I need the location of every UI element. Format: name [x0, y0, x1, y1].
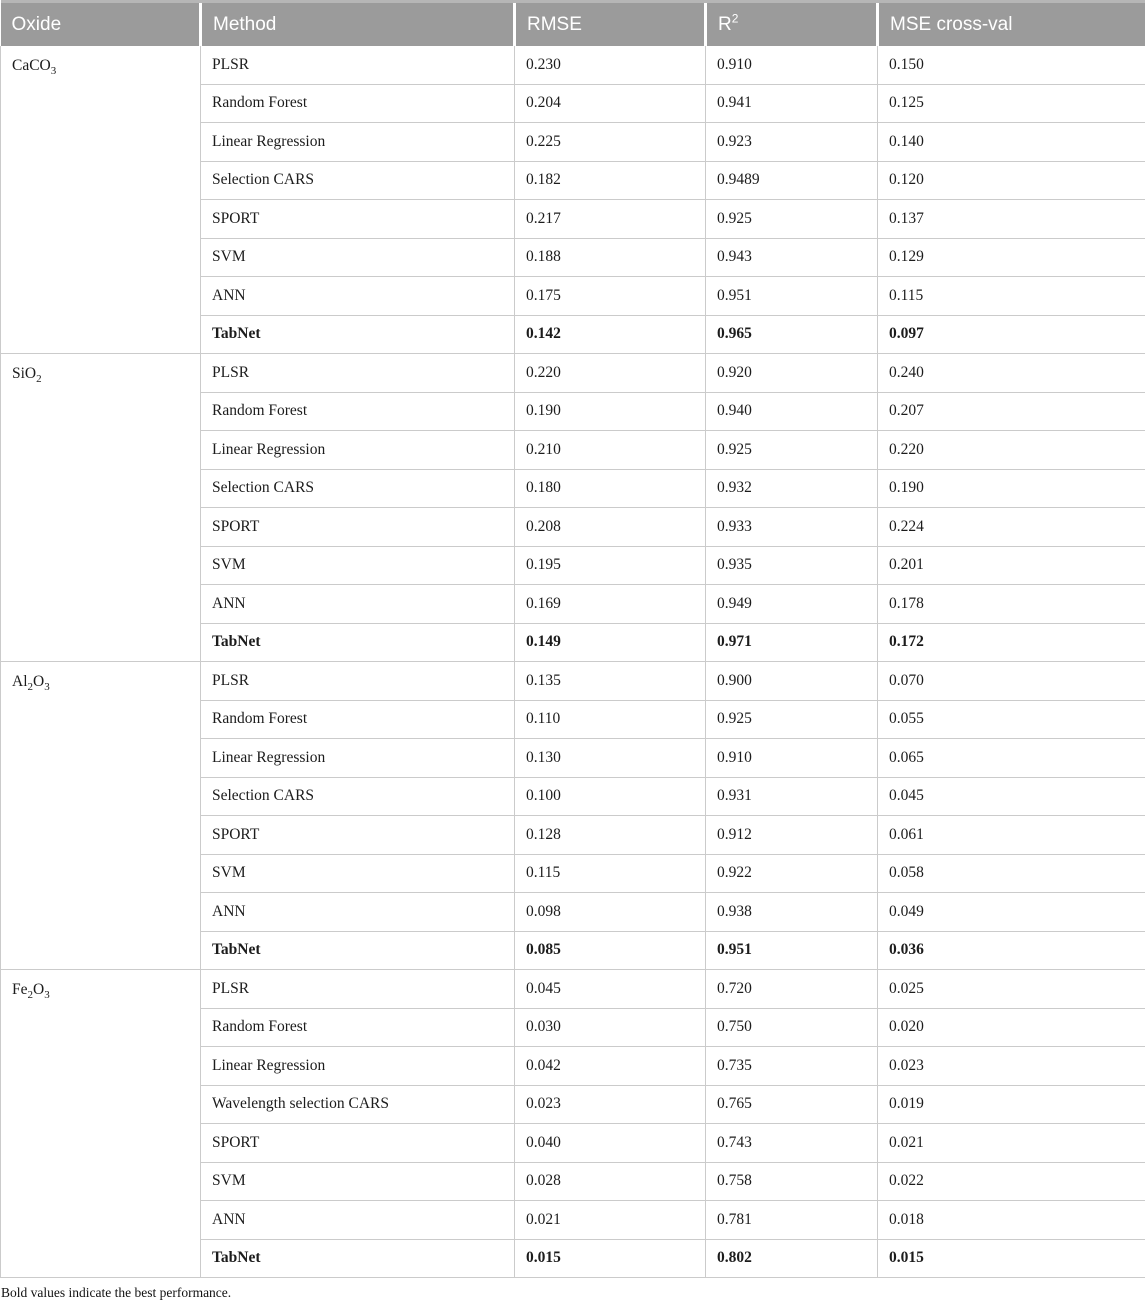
table-row	[1, 46, 1145, 84]
mse-cell: 0.150	[878, 46, 1145, 84]
method-cell: TabNet	[201, 623, 515, 662]
mse-cell: 0.065	[878, 739, 1145, 778]
r2-cell: 0.920	[706, 354, 878, 393]
mse-cell: 0.172	[878, 623, 1145, 662]
mse-cell: 0.018	[878, 1201, 1145, 1240]
rmse-cell: 0.040	[515, 1124, 706, 1163]
method-cell: TabNet	[201, 1239, 515, 1278]
mse-cell: 0.178	[878, 585, 1145, 624]
r2-cell: 0.925	[706, 700, 878, 739]
r2-cell: 0.925	[706, 431, 878, 470]
table-header	[1, 2, 1145, 47]
method-cell: SPORT	[201, 508, 515, 547]
rmse-cell: 0.021	[515, 1201, 706, 1240]
mse-cell: 0.055	[878, 700, 1145, 739]
r2-cell: 0.949	[706, 585, 878, 624]
mse-cell: 0.115	[878, 277, 1145, 316]
method-cell: Random Forest	[201, 84, 515, 123]
rmse-cell: 0.028	[515, 1162, 706, 1201]
r2-cell: 0.910	[706, 46, 878, 84]
rmse-cell: 0.188	[515, 238, 706, 277]
mse-cell: 0.129	[878, 238, 1145, 277]
rmse-cell: 0.230	[515, 46, 706, 84]
method-cell: Random Forest	[201, 700, 515, 739]
method-cell: SVM	[201, 546, 515, 585]
r2-cell: 0.943	[706, 238, 878, 277]
rmse-cell: 0.190	[515, 392, 706, 431]
mse-cell: 0.015	[878, 1239, 1145, 1278]
rmse-cell: 0.042	[515, 1047, 706, 1086]
footnote: Bold values indicate the best performance.	[1, 1285, 232, 1300]
method-cell: Random Forest	[201, 1008, 515, 1047]
table-row	[1, 354, 1145, 393]
mse-cell: 0.240	[878, 354, 1145, 393]
mse-cell: 0.058	[878, 854, 1145, 893]
mse-cell: 0.020	[878, 1008, 1145, 1047]
method-cell: Linear Regression	[201, 1047, 515, 1086]
mse-cell: 0.220	[878, 431, 1145, 470]
mse-cell: 0.025	[878, 970, 1145, 1009]
method-cell: ANN	[201, 585, 515, 624]
method-cell: ANN	[201, 277, 515, 316]
rmse-cell: 0.100	[515, 777, 706, 816]
rmse-cell: 0.085	[515, 931, 706, 970]
column-header-oxide: Oxide	[1, 2, 201, 47]
r2-cell: 0.932	[706, 469, 878, 508]
mse-cell: 0.022	[878, 1162, 1145, 1201]
method-cell: SPORT	[201, 200, 515, 239]
column-header-mse: MSE cross-val	[878, 2, 1145, 47]
r2-cell: 0.750	[706, 1008, 878, 1047]
r2-cell: 0.9489	[706, 161, 878, 200]
mse-cell: 0.137	[878, 200, 1145, 239]
r2-cell: 0.743	[706, 1124, 878, 1163]
rmse-cell: 0.135	[515, 662, 706, 701]
rmse-cell: 0.045	[515, 970, 706, 1009]
rmse-cell: 0.098	[515, 893, 706, 932]
method-cell: ANN	[201, 893, 515, 932]
r2-cell: 0.720	[706, 970, 878, 1009]
mse-cell: 0.061	[878, 816, 1145, 855]
r2-cell: 0.938	[706, 893, 878, 932]
method-cell: SVM	[201, 238, 515, 277]
r2-cell: 0.965	[706, 315, 878, 354]
method-cell: PLSR	[201, 662, 515, 701]
r2-cell: 0.935	[706, 546, 878, 585]
method-cell: SVM	[201, 1162, 515, 1201]
mse-cell: 0.207	[878, 392, 1145, 431]
method-cell: SPORT	[201, 1124, 515, 1163]
table-row	[1, 662, 1145, 701]
r2-cell: 0.951	[706, 277, 878, 316]
mse-cell: 0.120	[878, 161, 1145, 200]
r2-cell: 0.900	[706, 662, 878, 701]
rmse-cell: 0.195	[515, 546, 706, 585]
method-cell: PLSR	[201, 354, 515, 393]
mse-cell: 0.070	[878, 662, 1145, 701]
column-header-rmse: RMSE	[515, 2, 706, 47]
oxide-cell: SiO$_2$	[1, 354, 201, 662]
r2-cell: 0.765	[706, 1085, 878, 1124]
rmse-cell: 0.128	[515, 816, 706, 855]
r2-cell: 0.912	[706, 816, 878, 855]
method-cell: Selection CARS	[201, 161, 515, 200]
r2-cell: 0.802	[706, 1239, 878, 1278]
rmse-cell: 0.225	[515, 123, 706, 162]
mse-cell: 0.140	[878, 123, 1145, 162]
rmse-cell: 0.130	[515, 739, 706, 778]
method-cell: ANN	[201, 1201, 515, 1240]
mse-cell: 0.097	[878, 315, 1145, 354]
method-cell: TabNet	[201, 931, 515, 970]
rmse-cell: 0.208	[515, 508, 706, 547]
method-cell: Random Forest	[201, 392, 515, 431]
mse-cell: 0.190	[878, 469, 1145, 508]
r2-cell: 0.910	[706, 739, 878, 778]
mse-cell: 0.049	[878, 893, 1145, 932]
method-cell: TabNet	[201, 315, 515, 354]
method-cell: Selection CARS	[201, 777, 515, 816]
table-body	[1, 46, 1145, 1278]
rmse-cell: 0.115	[515, 854, 706, 893]
oxide-cell: CaCO$_3$	[1, 46, 201, 354]
r2-cell: 0.922	[706, 854, 878, 893]
mse-cell: 0.019	[878, 1085, 1145, 1124]
column-header-method: Method	[201, 2, 515, 47]
mse-cell: 0.036	[878, 931, 1145, 970]
rmse-cell: 0.210	[515, 431, 706, 470]
mse-cell: 0.224	[878, 508, 1145, 547]
r2-cell: 0.758	[706, 1162, 878, 1201]
mse-cell: 0.045	[878, 777, 1145, 816]
method-cell: PLSR	[201, 46, 515, 84]
rmse-cell: 0.182	[515, 161, 706, 200]
r2-cell: 0.951	[706, 931, 878, 970]
rmse-cell: 0.015	[515, 1239, 706, 1278]
rmse-cell: 0.169	[515, 585, 706, 624]
mse-cell: 0.125	[878, 84, 1145, 123]
method-cell: PLSR	[201, 970, 515, 1009]
method-cell: Linear Regression	[201, 123, 515, 162]
method-cell: Linear Regression	[201, 739, 515, 778]
oxide-cell: $Fe_2O_3$	[1, 970, 201, 1278]
method-cell: SVM	[201, 854, 515, 893]
rmse-cell: 0.110	[515, 700, 706, 739]
r2-cell: 0.931	[706, 777, 878, 816]
r2-cell: 0.925	[706, 200, 878, 239]
method-cell: Selection CARS	[201, 469, 515, 508]
r2-cell: 0.735	[706, 1047, 878, 1086]
r2-cell: 0.923	[706, 123, 878, 162]
rmse-cell: 0.023	[515, 1085, 706, 1124]
mse-cell: 0.201	[878, 546, 1145, 585]
mse-cell: 0.021	[878, 1124, 1145, 1163]
r2-cell: 0.971	[706, 623, 878, 662]
rmse-cell: 0.142	[515, 315, 706, 354]
rmse-cell: 0.149	[515, 623, 706, 662]
rmse-cell: 0.220	[515, 354, 706, 393]
rmse-cell: 0.175	[515, 277, 706, 316]
header-row	[1, 2, 1145, 47]
oxide-cell: $Al_2O_3$	[1, 662, 201, 970]
mse-cell: 0.023	[878, 1047, 1145, 1086]
r2-cell: 0.941	[706, 84, 878, 123]
r2-cell: 0.933	[706, 508, 878, 547]
method-cell: Linear Regression	[201, 431, 515, 470]
r2-cell: 0.940	[706, 392, 878, 431]
method-cell: SPORT	[201, 816, 515, 855]
method-cell: Wavelength selection CARS	[201, 1085, 515, 1124]
rmse-cell: 0.180	[515, 469, 706, 508]
rmse-cell: 0.204	[515, 84, 706, 123]
rmse-cell: 0.030	[515, 1008, 706, 1047]
rmse-cell: 0.217	[515, 200, 706, 239]
r2-cell: 0.781	[706, 1201, 878, 1240]
table-row	[1, 970, 1145, 1009]
column-header-r2: $R^2$	[706, 2, 878, 47]
